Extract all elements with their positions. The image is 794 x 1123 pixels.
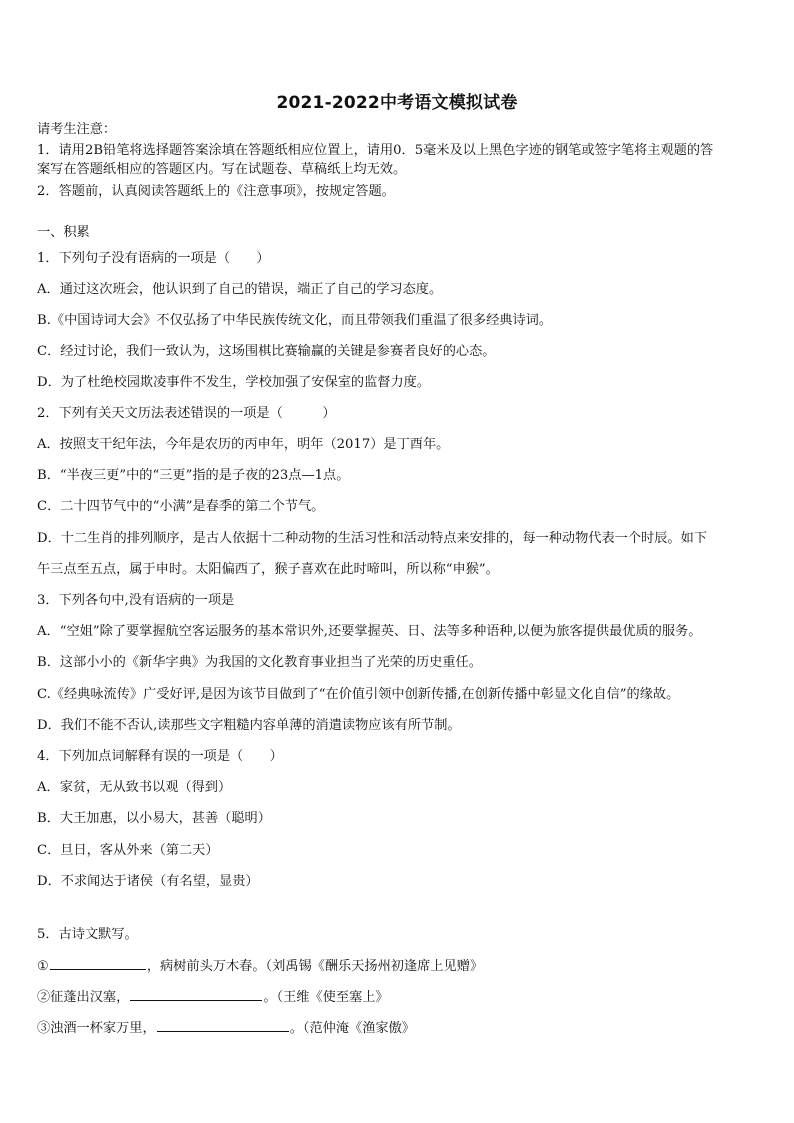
fill-blank-suffix: 。（王维《使至塞上》 (263, 990, 389, 1005)
exam-title: 2021-2022中考语文模拟试卷 (276, 93, 518, 113)
fill-blank-prefix: ① (37, 959, 49, 974)
fill-blank-suffix: ，病树前头万木春。（刘禹锡《酬乐天扬州初逢席上见赠》 (146, 959, 484, 974)
fill-blank-item (37, 957, 759, 976)
fill-blank-item (37, 1019, 759, 1038)
fill-blank-prefix: ③浊酒一杯家万里， (37, 1021, 156, 1036)
question-option: B．大王加惠，以小易大，甚善（聪明） (37, 811, 271, 826)
question-stem: 5．古诗文默写。 (37, 927, 138, 942)
question-stem: 4．下列加点词解释有误的一项是（ ） (37, 749, 283, 764)
question-option: B．“半夜三更”中的“三更”指的是子夜的23点—1点。 (37, 468, 350, 483)
question-option: D．我们不能不否认,读那些文字粗糙内容单薄的消遣读物应该有所节制。 (37, 718, 461, 733)
question-option: D．不求闻达于诸侯（有名望，显贵） (37, 874, 259, 889)
answer-blank[interactable] (157, 1019, 289, 1032)
notice-line: 1．请用2B铅笔将选择题答案涂填在答题纸相应位置上，请用0．5毫米及以上黑色字迹的钢笔或签字笔将主观题的答 (37, 143, 714, 158)
fill-blank-prefix: ②征蓬出汉塞， (37, 990, 130, 1005)
fill-blank-suffix: 。（范仲淹《渔家傲》 (289, 1021, 415, 1036)
question-option: D．十二生肖的排列顺序，是古人依据十二种动物的生活习性和活动特点来安排的，每一种动物代表一个时辰。如下 (37, 531, 707, 546)
question-option: A．按照支干纪年法，今年是农历的丙申年，明年（2017）是丁酉年。 (37, 437, 450, 452)
question-option: C．经过讨论，我们一致认为，这场围棋比赛输赢的关键是参赛者良好的心态。 (37, 344, 496, 359)
question-option: D．为了杜绝校园欺凌事件不发生，学校加强了安保室的监督力度。 (37, 375, 431, 390)
question-option: A．通过这次班会，他认识到了自己的错误，端正了自己的学习态度。 (37, 282, 443, 297)
question-stem: 2．下列有关天文历法表述错误的一项是（ ） (37, 406, 336, 421)
answer-blank[interactable] (50, 957, 146, 970)
question-stem: 1．下列句子没有语病的一项是（ ） (37, 251, 270, 266)
question-stem: 3．下列各句中,没有语病的一项是 (37, 593, 235, 608)
question-option: 午三点至五点，属于申时。太阳偏西了，猴子喜欢在此时啼叫，所以称“申猴”。 (37, 562, 499, 577)
question-option: B.《中国诗词大会》不仅弘扬了中华民族传统文化，而且带领我们重温了很多经典诗词。 (37, 313, 553, 328)
question-option: A．“空姐”除了要掌握航空客运服务的基本常识外,还要掌握英、日、法等多种语种,以便为旅客提供最优质的服务。 (37, 624, 702, 639)
fill-blank-item (37, 988, 759, 1007)
notice-line: 案写在答题纸相应的答题区内。写在试题卷、草稿纸上均无效。 (37, 162, 407, 177)
section-heading: 一、积累 (37, 225, 90, 240)
notice-heading: 请考生注意： (37, 122, 117, 137)
question-option: C.《经典咏流传》广受好评,是因为该节目做到了“在价值引领中创新传播,在创新传播中彰显文化自信”的缘故。 (37, 687, 680, 702)
question-option: B．这部小小的《新华字典》为我国的文化教育事业担当了光荣的历史重任。 (37, 655, 482, 670)
answer-blank[interactable] (130, 988, 262, 1001)
question-option: C．旦日，客从外来（第二天） (37, 843, 219, 858)
question-option: C．二十四节气中的“小满”是春季的第二个节气。 (37, 499, 325, 514)
question-option: A．家贫，无从致书以观（得到） (37, 780, 232, 795)
notice-line: 2．答题前，认真阅读答题纸上的《注意事项》，按规定答题。 (37, 184, 395, 199)
